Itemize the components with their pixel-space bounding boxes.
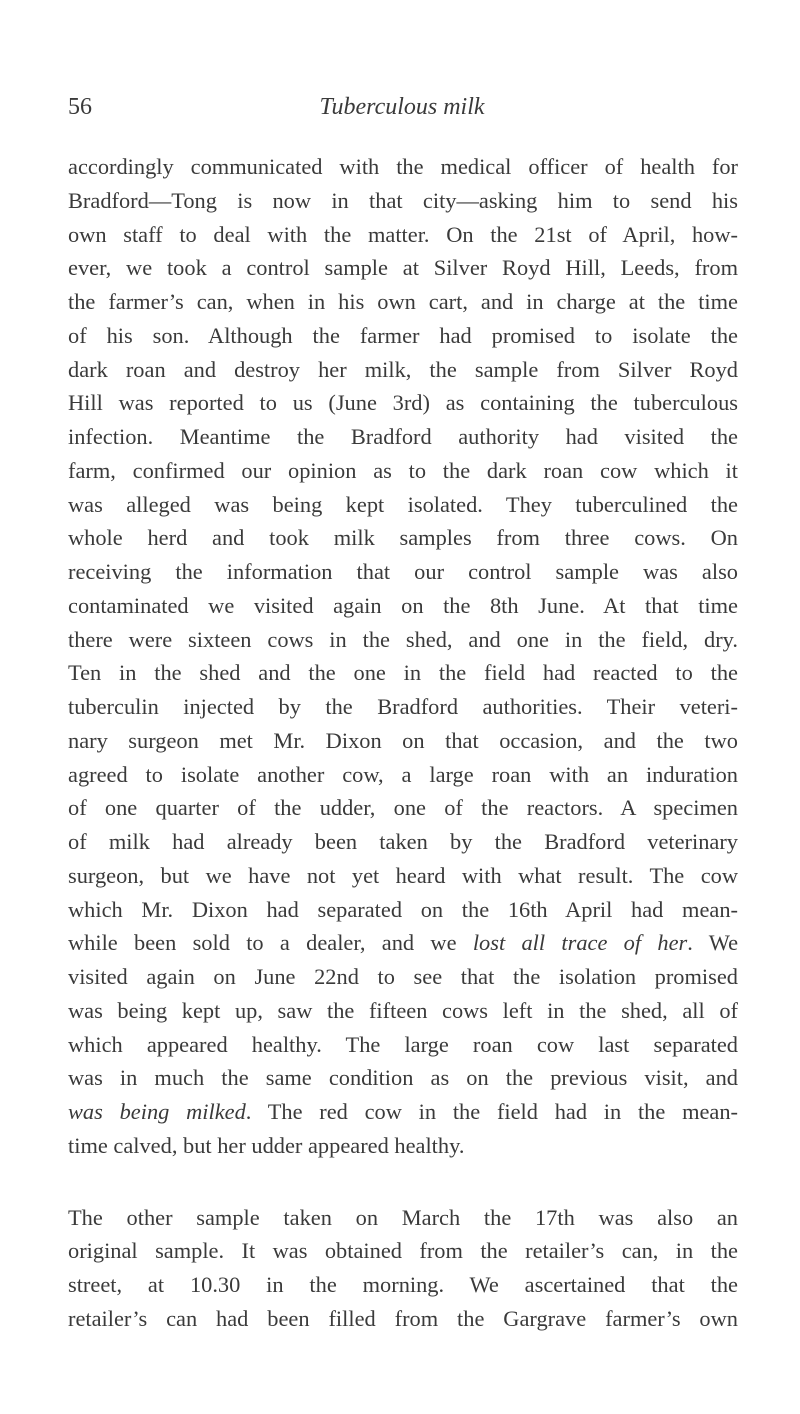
text-line: which Mr. Dixon had separated on the 16th April had mean-	[68, 896, 738, 922]
text-line: the farmer’s can, when in his own cart, and in charge at the time	[68, 289, 738, 314]
text-line: was being kept up, saw the fifteen cows left in the shed, all of	[68, 997, 738, 1023]
text-line: contaminated we visited again on the 8th June. At that time	[68, 592, 738, 618]
text-line: time calved, but her udder appeared healthy.	[68, 1132, 465, 1158]
line-text: . We	[687, 930, 739, 956]
text-line: of his son. Although the farmer had promised to isolate the	[68, 322, 738, 348]
text-line: tuberculin injected by the Bradford authorities. Their veteri-	[68, 694, 738, 719]
line-text: . The red cow in the field had in the mean-	[245, 1099, 739, 1124]
text-line: surgeon, but we have not yet heard with what result. The cow	[68, 862, 738, 888]
text-line: farm, confirmed our opinion as to the dark roan cow which it	[68, 457, 738, 483]
text-line: was in much the same condition as on the previous visit, and	[68, 1065, 738, 1091]
paragraph-2	[68, 1201, 738, 1336]
text-line: which appeared healthy. The large roan cow last separated	[68, 1031, 738, 1057]
page-number: 56	[68, 94, 92, 120]
text-line: retailer’s can had been filled from the Gargrave farmer’s own	[68, 1305, 738, 1331]
text-line: Ten in the shed and the one in the field had reacted to the	[68, 660, 738, 686]
body-text	[68, 150, 738, 1336]
paragraph-1	[68, 150, 738, 1163]
text-line: infection. Meantime the Bradford authority had visited the	[68, 424, 738, 449]
running-title: Tuberculous milk	[319, 94, 485, 120]
text-line: Bradford—Tong is now in that city—asking him to send his	[68, 187, 738, 213]
text-line: ever, we took a control sample at Silver Royd Hill, Leeds, from	[68, 255, 738, 281]
text-line: own staff to deal with the matter. On the 21st of April, how-	[68, 221, 738, 247]
text-line: whole herd and took milk samples from three cows. On	[68, 525, 738, 551]
text-line: visited again on June 22nd to see that the isolation promised	[68, 964, 738, 989]
italic-phrase: was being milked	[68, 1099, 246, 1124]
text-line: receiving the information that our control sample was also	[68, 559, 738, 584]
text-line: accordingly communicated with the medical officer of health for	[68, 154, 738, 179]
text-line: there were sixteen cows in the shed, and one in the field, dry.	[68, 626, 738, 652]
running-head	[68, 92, 736, 122]
text-line: of one quarter of the udder, one of the reactors. A specimen	[68, 795, 738, 821]
text-line: dark roan and destroy her milk, the sample from Silver Royd	[68, 356, 738, 382]
text-line: agreed to isolate another cow, a large roan with an induration	[68, 761, 738, 787]
text-line: was alleged was being kept isolated. They tuberculined the	[68, 491, 738, 517]
text-line: original sample. It was obtained from the retailer’s can, in the	[68, 1238, 738, 1264]
text-line: street, at 10.30 in the morning. We ascertained that the	[68, 1272, 738, 1297]
text-line: nary surgeon met Mr. Dixon on that occasion, and the two	[68, 727, 738, 753]
text-line: The other sample taken on March the 17th was also an	[68, 1204, 738, 1230]
line-text: while been sold to a dealer, and we	[68, 930, 473, 956]
text-line-with-italic	[68, 1095, 738, 1129]
italic-phrase: lost all trace of her	[472, 930, 688, 956]
text-line-with-italic	[68, 926, 738, 960]
text-line: Hill was reported to us (June 3rd) as containing the tuberculous	[68, 390, 738, 416]
text-line: of milk had already been taken by the Bradford veterinary	[68, 829, 738, 854]
